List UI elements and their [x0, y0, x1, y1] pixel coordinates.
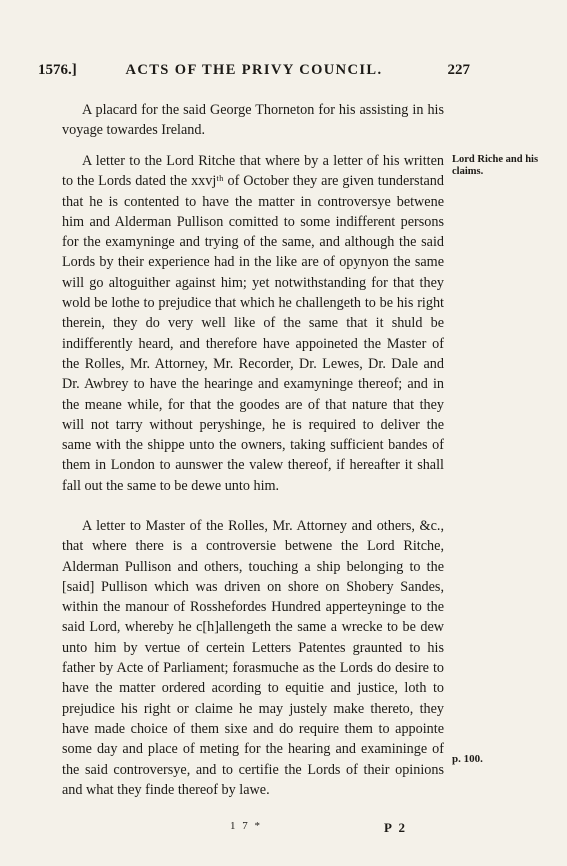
- paragraph-placard: A placard for the said George Thorneton for his assisting in his voyage towardes Ireland.: [62, 102, 444, 139]
- margin-note-page-ref: p. 100.: [452, 753, 483, 765]
- page-footer: [0, 820, 567, 838]
- header-page-number: 227: [447, 62, 470, 78]
- paragraph-letter-lord-ritche: A letter to the Lord Ritche that where by a letter of his written to the Lords dated the xxvjᵗʰ of October they are given tunderstand that he is contented to have the matter in controversye betwene him and Alderman Pullison comitted to some indifferent persons for the examyninge and trying of the same, and although the said Lords by their experience had in the like are of opynyon the same will go altoguither against him; yet notwithstanding for that they wold be lothe to prejudice that which he challengeth to be his right therein, they do very well like of the same that it shuld be indifferently heard, and therefore have appoineted the Master of the Rolles, Mr. Attorney, Mr. Recorder, Dr. Lewes, Dr. Dale and Dr. Awbrey to have the hearinge and examyninge thereof; and in the meane while, for that the goodes are of that nature that they will not tarry without peryshinge, he is required to deliver the same with the shippe unto the owners, taking sufficient bandes of them in London to aunswer the valew thereof, if hereafter it shall fall out the same to be dewe unto him.: [62, 153, 444, 494]
- footer-sheet-mark: P 2: [384, 820, 407, 835]
- paragraph-letter-master-of-rolles: A letter to Master of the Rolles, Mr. Attorney and others, &c., that where there is a controversie betwene the Lord Ritche, Alderman Pullison and others, touching a ship belonging to the [said] Pullison which was driven on shore on Shobery Sandes, within the manour of Rosshefordes Hundred apperteyninge to the said Lord, whereby he c[h]allengeth the same a wrecke to be dew unto him by vertue of certein Letters Patentes graunted to his father by Acte of Parliament; forasmuche as the Lords do desire to have the matter ordered acording to equitie and justice, loth to prejudice his right or claime he may justely make thereto, they have made choice of them sixe and do require them to appointe some day and place of meting for the hearing and examininge of the said controversye, and to certifie the Lords of their opinions and what they finde thereof by lawe.: [62, 518, 444, 798]
- header-title: ACTS OF THE PRIVY COUNCIL.: [125, 62, 383, 78]
- margin-note-lord-riche: Lord Riche and his claims.: [452, 154, 539, 177]
- header-year: 1576.]: [38, 62, 77, 78]
- running-header: [38, 62, 470, 82]
- footer-signature-mark: 1 7 *: [230, 820, 262, 832]
